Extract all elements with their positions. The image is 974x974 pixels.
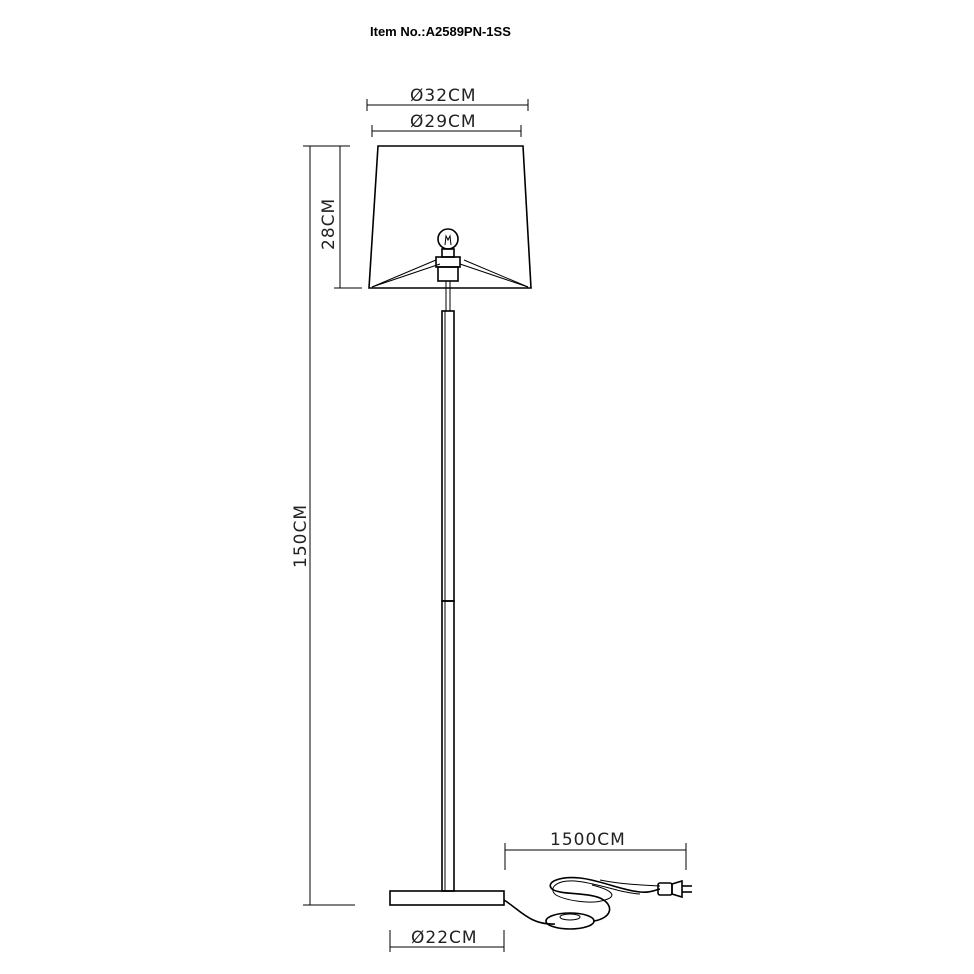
shade-bottom-diameter-label: Ø29CM bbox=[410, 112, 477, 132]
lamp-base bbox=[390, 891, 504, 905]
shade-bottom-dimension bbox=[372, 112, 521, 137]
base-dimension bbox=[390, 928, 504, 952]
shade-top-dimension bbox=[367, 86, 528, 111]
shade-height-dimension bbox=[319, 146, 362, 288]
bulb-socket bbox=[436, 229, 460, 281]
plug-icon bbox=[658, 883, 672, 895]
total-height-label: 150CM bbox=[291, 504, 311, 568]
lamp-stem bbox=[442, 281, 454, 891]
shade-top-diameter-label: Ø32CM bbox=[410, 86, 477, 106]
total-height-dimension bbox=[291, 146, 355, 905]
shade-height-label: 28CM bbox=[319, 197, 339, 250]
power-cable bbox=[504, 878, 692, 929]
item-number: Item No.:A2589PN-1SS bbox=[370, 24, 511, 39]
foot-switch bbox=[546, 913, 594, 929]
cable-length-label: 1500CM bbox=[550, 830, 626, 850]
base-diameter-label: Ø22CM bbox=[411, 928, 478, 948]
cable-length-dimension bbox=[505, 830, 686, 870]
